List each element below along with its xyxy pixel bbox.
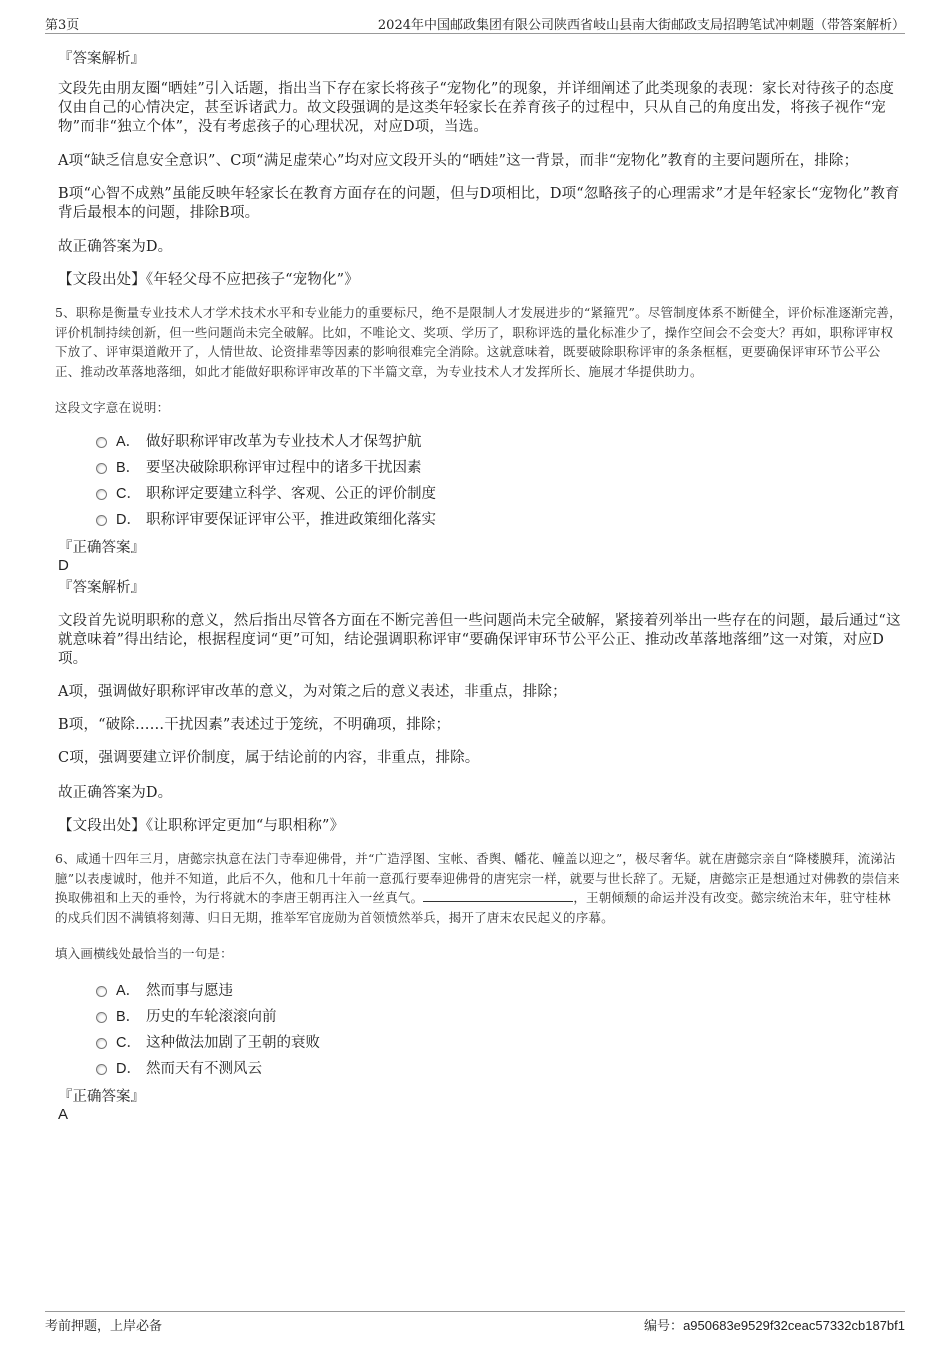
q5-stem: 5、职称是衡量专业技术人才学术技术水平和专业能力的重要标尺，绝不是限制人才发展进步的“紧箍咒”。尽管制度体系不断健全，评价标准逐渐完善，评价机制持续创新，但一些问题尚未完全破解。比如，不唯论文、奖项、学历了，职称评选的量化标准少了，操作空间会不会变大？再如，职称评审权下放了、评审渠道敞开了，人情世故、论资排辈等因素的影响很难完全消除。这就意味着，既要破除职称评审的条条框框，更要确保评审环节公平公正、推动改革落地落细，如此才能做好职称评审改革的下半篇文章，为专业技术人才发挥所长、施展才华提供助力。 bbox=[55, 305, 902, 379]
radio-button[interactable] bbox=[96, 489, 107, 500]
page-header bbox=[45, 14, 905, 34]
option-text: 然而天有不测风云 bbox=[146, 1061, 262, 1077]
option-text: 这种做法加剧了王朝的衰败 bbox=[146, 1035, 320, 1051]
fill-blank-line bbox=[423, 890, 573, 902]
q5-answer-heading: 『正确答案』 bbox=[58, 540, 145, 556]
q6-option-a[interactable] bbox=[96, 982, 233, 1000]
q6-option-b[interactable] bbox=[96, 1008, 277, 1026]
page-footer bbox=[45, 1311, 905, 1335]
option-label: C． bbox=[116, 486, 141, 502]
code-label: 编号： bbox=[644, 1319, 684, 1334]
q5-option-d[interactable] bbox=[96, 511, 436, 529]
radio-button[interactable] bbox=[96, 986, 107, 997]
option-label: D． bbox=[116, 512, 141, 528]
q4-analysis-p2: A项“缺乏信息安全意识”、C项“满足虚荣心”均对应文段开头的“晒娃”这一背景，而非“宠物化”教育的主要问题所在，排除； bbox=[58, 153, 859, 169]
q5-analysis-heading: 『答案解析』 bbox=[58, 580, 145, 596]
option-text: 职称评定要建立科学、客观、公正的评价制度 bbox=[146, 486, 436, 502]
radio-button[interactable] bbox=[96, 1064, 107, 1075]
option-label: A． bbox=[116, 983, 141, 999]
radio-button[interactable] bbox=[96, 515, 107, 526]
radio-button[interactable] bbox=[96, 463, 107, 474]
q5-option-b[interactable] bbox=[96, 459, 422, 477]
page-number: 第3页 bbox=[45, 18, 80, 33]
option-label: B． bbox=[116, 460, 141, 476]
q5-analysis-p4: C项，强调要建立评价制度，属于结论前的内容，非重点，排除。 bbox=[58, 750, 480, 766]
option-text: 职称评审要保证评审公平，推进政策细化落实 bbox=[146, 512, 436, 528]
radio-button[interactable] bbox=[96, 1038, 107, 1049]
footer-slogan: 考前押题，上岸必备 bbox=[45, 1319, 163, 1334]
q6-option-c[interactable] bbox=[96, 1034, 320, 1052]
q5-analysis-p3: B项，“破除……干扰因素”表述过于笼统，不明确项，排除； bbox=[58, 717, 451, 733]
q4-source: 【文段出处】《年轻父母不应把孩子“宠物化”》 bbox=[58, 272, 359, 288]
option-text: 历史的车轮滚滚向前 bbox=[146, 1009, 277, 1025]
document-title: 2024年中国邮政集团有限公司陕西省岐山县南大街邮政支局招聘笔试冲刺题（带答案解析） bbox=[377, 18, 905, 33]
q6-option-d[interactable] bbox=[96, 1060, 262, 1078]
q4-analysis-p4: 故正确答案为D。 bbox=[58, 239, 173, 255]
q5-option-c[interactable] bbox=[96, 485, 436, 503]
q5-option-a[interactable] bbox=[96, 433, 422, 451]
q5-source: 【文段出处】《让职称评定更加“与职相称”》 bbox=[58, 818, 345, 834]
option-label: D． bbox=[116, 1061, 141, 1077]
q5-analysis-p5: 故正确答案为D。 bbox=[58, 785, 173, 801]
q5-prompt: 这段文字意在说明： bbox=[55, 400, 170, 415]
option-label: A． bbox=[116, 434, 141, 450]
option-text: 然而事与愿违 bbox=[146, 983, 233, 999]
option-text: 做好职称评审改革为专业技术人才保驾护航 bbox=[146, 434, 422, 450]
q6-stem-after: ，王朝倾颓的命运并没有改变。懿宗统治末年，驻守桂林的戍兵们因不满镇将刻薄、归日无期，推举军官庞勋为首领愤然举兵，揭开了唐末农民起义的序幕。 bbox=[55, 890, 891, 925]
option-label: B． bbox=[116, 1009, 141, 1025]
q5-analysis-p2: A项，强调做好职称评审改革的意义，为对策之后的意义表述，非重点，排除； bbox=[58, 684, 567, 700]
radio-button[interactable] bbox=[96, 1012, 107, 1023]
q6-stem bbox=[55, 849, 902, 927]
q4-analysis-p3: B项“心智不成熟”虽能反映年轻家长在教育方面存在的问题，但与D项相比，D项“忽略孩子的心理需求”才是年轻家长“宠物化”教育背后最根本的问题，排除B项。 bbox=[58, 186, 900, 221]
q5-analysis-p1: 文段首先说明职称的意义，然后指出尽管各方面在不断完善但一些问题尚未完全破解，紧接着列举出一些存在的问题，最后通过“这就意味着”得出结论，根据程度词“更”可知，结论强调职称评审“要确保评审环节公平公正、推动改革落地落细”这一对策，对应D项。 bbox=[58, 613, 901, 667]
q6-prompt: 填入画横线处最恰当的一句是： bbox=[55, 946, 233, 961]
document-code bbox=[644, 1315, 905, 1334]
option-label: C． bbox=[116, 1035, 141, 1051]
q5-answer: D bbox=[58, 557, 69, 574]
radio-button[interactable] bbox=[96, 437, 107, 448]
q4-analysis-p1: 文段先由朋友圈“晒娃”引入话题，指出当下存在家长将孩子“宠物化”的现象，并详细阐述了此类现象的表现：家长对待孩子的态度仅由自己的心情决定，甚至诉诸武力。故文段强调的是这类年轻家长在养育孩子的过程中，只从自己的角度出发，将孩子视作“宠物”而非“独立个体”，没有考虑孩子的心理状况，对应D项，当选。 bbox=[58, 81, 894, 135]
q6-stem-before: 6、咸通十四年三月，唐懿宗执意在法门寺奉迎佛骨，并“广造浮图、宝帐、香舆、幡花、幢盖以迎之”，极尽奢华。就在唐懿宗亲自“降楼膜拜，流涕沾臆”以表虔诚时，他并不知道，此后不久，他和几十年前一意孤行要奉迎佛骨的唐宪宗一样，就要与世长辞了。无疑，唐懿宗正是想通过对佛教的崇信来换取佛祖和上天的垂怜，为行将就木的李唐王朝再注入一丝真气。 bbox=[55, 851, 900, 905]
code-value: a950683e9529f32ceac57332cb187bf1 bbox=[683, 1318, 905, 1333]
q6-answer-heading: 『正确答案』 bbox=[58, 1089, 145, 1105]
q4-analysis-heading: 『答案解析』 bbox=[58, 51, 145, 67]
option-text: 要坚决破除职称评审过程中的诸多干扰因素 bbox=[146, 460, 422, 476]
q6-answer: A bbox=[58, 1106, 69, 1123]
